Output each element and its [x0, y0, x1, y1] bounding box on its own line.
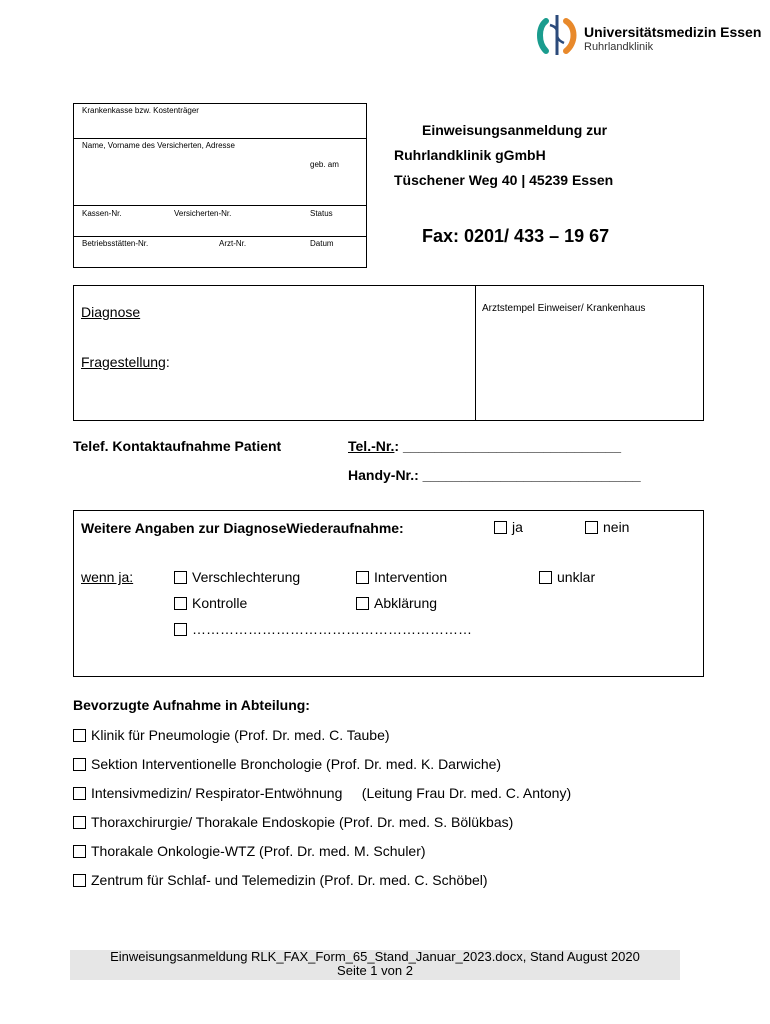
kassen-nr-label: Kassen-Nr.: [82, 209, 122, 218]
checkbox-verschlechterung[interactable]: Verschlechterung: [174, 569, 300, 585]
checkbox-kontrolle[interactable]: Kontrolle: [174, 595, 247, 611]
tel-field[interactable]: Tel.-Nr.: ____________________________: [348, 438, 621, 454]
checkbox-box[interactable]: [356, 597, 369, 610]
logo-subtitle: Ruhrlandklinik: [584, 41, 654, 53]
checkbox-box[interactable]: [174, 571, 187, 584]
checkbox-box[interactable]: [174, 623, 187, 636]
checkbox-abteilung-intensivmedizin[interactable]: Intensivmedizin/ Respirator-Entwöhnung (Leitung Frau Dr. med. C. Antony): [73, 785, 571, 801]
checkbox-abteilung-bronchologie[interactable]: Sektion Interventionelle Bronchologie (Prof. Dr. med. K. Darwiche): [73, 756, 501, 772]
versicherten-nr-label: Versicherten-Nr.: [174, 209, 232, 218]
name-label: Name, Vorname des Versicherten, Adresse: [82, 141, 235, 150]
checkbox-box[interactable]: [356, 571, 369, 584]
stamp-label: Arztstempel Einweiser/ Krankenhaus: [482, 303, 646, 314]
betriebsstaetten-nr-label: Betriebsstätten-Nr.: [82, 239, 149, 248]
footer: [70, 950, 680, 980]
handy-field[interactable]: Handy-Nr.: ____________________________: [348, 467, 641, 483]
checkbox-unklar[interactable]: unklar: [539, 569, 595, 585]
datum-label: Datum: [310, 239, 334, 248]
status-label: Status: [310, 209, 333, 218]
header-line-3: Tüschener Weg 40 | 45239 Essen: [394, 172, 614, 188]
checkbox-box[interactable]: [73, 729, 86, 742]
abteilung-title: Bevorzugte Aufnahme in Abteilung:: [73, 697, 310, 713]
checkbox-box[interactable]: [73, 874, 86, 887]
contact-label: Telef. Kontaktaufnahme Patient: [73, 438, 282, 454]
checkbox-abteilung-pneumologie[interactable]: Klinik für Pneumologie (Prof. Dr. med. C. Taube): [73, 727, 390, 743]
checkbox-nein[interactable]: nein: [585, 519, 629, 535]
checkbox-other[interactable]: ……………………………………………………: [174, 621, 472, 637]
krankenkasse-label: Krankenkasse bzw. Kostenträger: [82, 106, 199, 115]
checkbox-box[interactable]: [494, 521, 507, 534]
checkbox-abklaerung[interactable]: Abklärung: [356, 595, 437, 611]
insurance-box: [73, 103, 367, 268]
checkbox-box[interactable]: [585, 521, 598, 534]
checkbox-box[interactable]: [73, 816, 86, 829]
checkbox-box[interactable]: [539, 571, 552, 584]
diagnose-label: Diagnose: [81, 304, 141, 320]
logo-title: Universitätsmedizin Essen: [584, 24, 762, 40]
fax-number: Fax: 0201/ 433 – 19 67: [422, 226, 610, 246]
weitere-title: Weitere Angaben zur DiagnoseWiederaufnahme:: [81, 520, 404, 536]
diagnose-box: [73, 285, 704, 421]
checkbox-box[interactable]: [174, 597, 187, 610]
checkbox-box[interactable]: [73, 845, 86, 858]
footer-line-1: Einweisungsanmeldung RLK_FAX_Form_65_Stand_Januar_2023.docx, Stand August 2020: [110, 949, 640, 964]
header-line-1: Einweisungsanmeldung zur: [422, 122, 608, 138]
weitere-angaben-box: [73, 510, 704, 677]
checkbox-box[interactable]: [73, 758, 86, 771]
checkbox-abteilung-thoraxchirurgie[interactable]: Thoraxchirurgie/ Thorakale Endoskopie (Prof. Dr. med. S. Bölükbas): [73, 814, 513, 830]
university-logo-icon: [536, 13, 578, 57]
fragestellung-label: Fragestellung:: [81, 354, 170, 370]
footer-page-number: Seite 1 von 2: [337, 963, 413, 978]
header-line-2: Ruhrlandklinik gGmbH: [394, 147, 546, 163]
geb-am-label: geb. am: [310, 160, 339, 169]
checkbox-intervention[interactable]: Intervention: [356, 569, 447, 585]
wenn-ja-label: wenn ja:: [81, 569, 134, 585]
arzt-nr-label: Arzt-Nr.: [219, 239, 247, 248]
checkbox-box[interactable]: [73, 787, 86, 800]
checkbox-abteilung-schlafmedizin[interactable]: Zentrum für Schlaf- und Telemedizin (Prof. Dr. med. C. Schöbel): [73, 872, 488, 888]
checkbox-abteilung-onkologie[interactable]: Thorakale Onkologie-WTZ (Prof. Dr. med. M. Schuler): [73, 843, 426, 859]
checkbox-ja[interactable]: ja: [494, 519, 523, 535]
